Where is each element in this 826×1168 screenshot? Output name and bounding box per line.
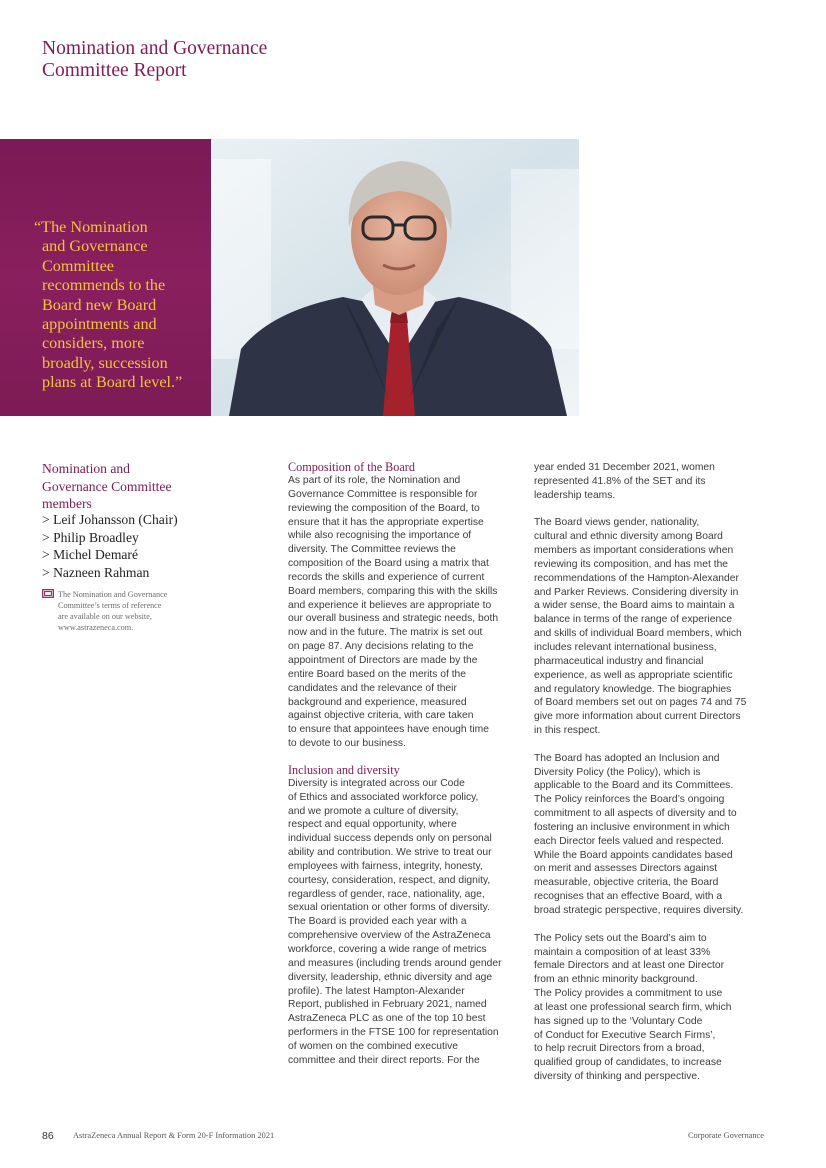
text-line: reviewing the composition of the Board, to xyxy=(288,502,480,514)
text-line: comprehensive overview of the AstraZeneca xyxy=(288,930,491,942)
text-line: measurable, objective criteria, the Board xyxy=(534,877,719,889)
text-line: diversity of thinking and perspective. xyxy=(534,1071,700,1083)
text-line: to ensure that appointees have enough time xyxy=(288,724,489,736)
text-line: of Ethics and associated workforce policy, xyxy=(288,791,479,803)
member-item: > Nazneen Rahman xyxy=(42,564,150,580)
text-line: and skills of individual Board members, which xyxy=(534,628,742,640)
members-heading-line: Nomination and xyxy=(42,461,130,476)
page-title xyxy=(42,38,442,82)
text-line: against objective criteria, with care taken xyxy=(288,710,474,722)
text-line: respect and equal opportunity, where xyxy=(288,819,457,831)
text-line: candidates and the relevance of their xyxy=(288,682,457,694)
column-3 xyxy=(534,461,769,1084)
page-number: 86 xyxy=(42,1130,54,1142)
page-title-line-1: Nomination and Governance xyxy=(42,38,268,59)
heading-composition-of-the-board: Composition of the Board xyxy=(288,460,415,474)
text-line: leadership teams. xyxy=(534,489,616,501)
note-line: The Nomination and Governance xyxy=(58,590,168,599)
text-line: members as important considerations when xyxy=(534,545,734,557)
chair-portrait-photo xyxy=(211,139,579,416)
member-item: > Leif Johansson (Chair) xyxy=(42,512,178,527)
text-line: of Board members set out on pages 74 and 75 xyxy=(534,697,747,709)
members-heading xyxy=(42,460,242,513)
text-line: and regulatory knowledge. The biographies xyxy=(534,683,732,695)
text-line: our overall business and strategic needs, both xyxy=(288,613,499,625)
text-line: in this respect. xyxy=(534,725,601,737)
text-line: cultural and ethnic diversity among Board xyxy=(534,531,723,543)
publication-name: AstraZeneca Annual Report & Form 20-F Information 2021 xyxy=(73,1131,275,1140)
text-line: applicable to the Board and its Committees. xyxy=(534,780,734,792)
quote-line: broadly, succession xyxy=(42,353,168,372)
text-line: appointment of Directors are made by the xyxy=(288,654,478,666)
text-line: The Board has adopted an Inclusion and xyxy=(534,752,720,764)
text-line: and we promote a culture of diversity, xyxy=(288,805,459,817)
text-line: Board members, comparing this with the skills xyxy=(288,585,498,597)
paragraph-board-diversity xyxy=(534,516,769,738)
text-line: to devote to our business. xyxy=(288,738,406,750)
members-list xyxy=(42,511,178,581)
page-title-line-2: Committee Report xyxy=(42,60,187,81)
text-line: courtesy, consideration, respect, and dignity, xyxy=(288,874,491,886)
quote-line: “The Nomination xyxy=(34,218,148,236)
members-heading-line: Governance Committee xyxy=(42,478,172,494)
member-item: > Michel Demaré xyxy=(42,547,138,563)
text-line: and experience it believes are appropriate to xyxy=(288,599,492,611)
text-line: background and experience, measured xyxy=(288,696,467,708)
text-line: has signed up to the ‘Voluntary Code xyxy=(534,1015,703,1027)
text-line: ensure that it has the appropriate expertise xyxy=(288,516,484,528)
text-line: maintain a composition of at least 33% xyxy=(534,946,711,958)
text-line: individual success depends only on personal xyxy=(288,833,492,845)
text-line: While the Board appoints candidates based xyxy=(534,849,733,861)
text-line: The Policy reinforces the Board’s ongoing xyxy=(534,794,725,806)
text-line: from an ethnic minority background. xyxy=(534,974,698,986)
text-line: records the skills and experience of current xyxy=(288,571,485,583)
text-line: give more information about current Directors xyxy=(534,711,741,723)
quote-line: considers, more xyxy=(42,334,145,353)
text-line: reviewing its composition, and has met the xyxy=(534,558,729,570)
paragraph-composition xyxy=(288,474,523,751)
text-line: a wider sense, the Board aims to maintain a xyxy=(534,600,735,612)
text-line: recognises that an effective Board, with a xyxy=(534,891,723,903)
text-line: diversity, leadership, ethnic diversity and age xyxy=(288,971,493,983)
text-line: committee and their direct reports. For the xyxy=(288,1054,480,1066)
section-name: Corporate Governance xyxy=(687,1131,764,1140)
text-line: The Board is provided each year with a xyxy=(288,916,467,928)
paragraph-policy-aims xyxy=(534,932,769,1084)
page-footer xyxy=(0,1130,826,1142)
text-line: at least one professional search firm, which xyxy=(534,1001,732,1013)
note-text xyxy=(58,589,228,633)
paragraph-inclusion-policy xyxy=(534,752,769,918)
text-line: recommendations of the Hampton-Alexander xyxy=(534,572,739,584)
text-line: experience, as well as appropriate scientific xyxy=(534,669,733,681)
text-line: Diversity is integrated across our Code xyxy=(288,777,465,789)
text-line: broad strategic perspective, requires diversity. xyxy=(534,905,744,916)
text-line: now and in the future. The matrix is set out xyxy=(288,627,483,639)
text-line: employees with fairness, integrity, honesty, xyxy=(288,860,483,872)
text-line: AstraZeneca PLC as one of the top 10 best xyxy=(288,1013,486,1025)
note-line: www.astrazeneca.com. xyxy=(58,623,134,632)
text-line: sexual orientation or other forms of diversity. xyxy=(288,902,490,914)
paragraph-women-representation xyxy=(534,461,769,503)
pull-quote xyxy=(34,218,206,393)
text-line: workforce, covering a wide range of metrics xyxy=(288,944,487,955)
column-2 xyxy=(288,460,523,1068)
text-line: pharmaceutical industry and financial xyxy=(534,655,704,667)
text-line: female Directors and at least one Director xyxy=(534,960,725,972)
member-item: > Philip Broadley xyxy=(42,529,139,545)
text-line: The Policy sets out the Board’s aim to xyxy=(534,932,707,944)
text-line: The Policy provides a commitment to use xyxy=(534,988,723,1000)
members-heading-line: members xyxy=(42,496,92,511)
text-line: of women on the combined executive xyxy=(288,1040,458,1052)
text-line: to help recruit Directors from a broad, xyxy=(534,1043,705,1055)
text-line: composition of the Board using a matrix that xyxy=(288,558,489,570)
text-line: qualified group of candidates, to increase xyxy=(534,1057,722,1069)
heading-inclusion-and-diversity: Inclusion and diversity xyxy=(288,762,400,777)
text-line: of Conduct for Executive Search Firms’, xyxy=(534,1029,716,1041)
text-line: on merit and assesses Directors against xyxy=(534,863,718,875)
text-line: ability and contribution. We strive to treat our xyxy=(288,847,492,859)
text-line: Diversity Policy (the Policy), which is xyxy=(534,766,701,778)
quote-line: appointments and xyxy=(42,315,157,334)
quote-line: and Governance xyxy=(42,237,148,256)
quote-line: plans at Board level.” xyxy=(42,373,183,392)
note-line: Committee’s terms of reference xyxy=(58,601,162,610)
text-line: year ended 31 December 2021, women xyxy=(534,462,715,473)
text-line: performers in the FTSE 100 for representation xyxy=(288,1027,499,1039)
quote-line: Board new Board xyxy=(42,295,157,314)
text-line: profile). The latest Hampton-Alexander xyxy=(288,985,465,997)
text-line: entire Board based on the merits of the xyxy=(288,668,467,680)
text-line: each Director feels valued and respected. xyxy=(534,835,725,847)
text-line: and Parker Reviews. Considering diversity in xyxy=(534,586,739,598)
paragraph-inclusion xyxy=(288,777,523,1068)
quote-line: Committee xyxy=(42,256,114,275)
text-line: includes relevant international business, xyxy=(534,641,717,653)
quote-line: recommends to the xyxy=(42,276,166,295)
text-line: balance in terms of the range of experience xyxy=(534,614,733,626)
text-line: Report, published in February 2021, named xyxy=(288,999,487,1011)
text-line: The Board views gender, nationality, xyxy=(534,517,700,529)
text-line: on page 87. Any decisions relating to the xyxy=(288,641,474,653)
text-line: commitment to all aspects of diversity and to xyxy=(534,808,737,820)
text-line: regardless of gender, race, nationality, age, xyxy=(288,888,485,900)
text-line: diversity. The Committee reviews the xyxy=(288,544,456,556)
text-line: and measures (including trends around gender xyxy=(288,957,502,969)
text-line: represented 41.8% of the SET and its xyxy=(534,475,706,487)
website-icon xyxy=(42,589,54,598)
text-line: while also recognising the importance of xyxy=(288,530,472,542)
text-line: fostering an inclusive environment in which xyxy=(534,821,730,833)
note-line: are available on our website, xyxy=(58,612,152,621)
text-line: As part of its role, the Nomination and xyxy=(288,475,461,486)
portrait-illustration xyxy=(211,139,579,416)
text-line: Governance Committee is responsible for xyxy=(288,488,478,500)
